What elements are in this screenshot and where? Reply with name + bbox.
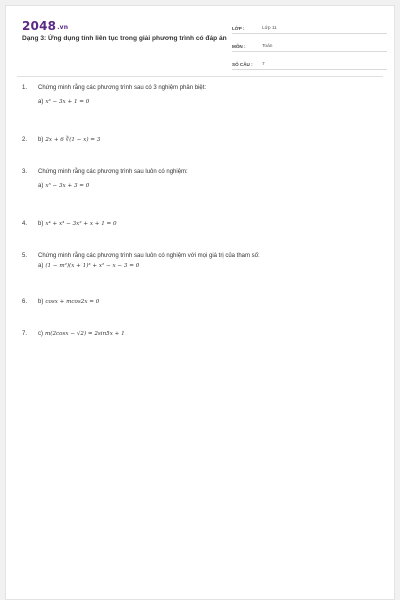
question-body: [38, 84, 378, 106]
meta-label: SỐ CÂU :: [232, 62, 253, 67]
sub-label: a): [38, 263, 44, 269]
question-number: 6.: [22, 299, 28, 305]
equation: cosx + mcos2x = 0: [45, 299, 100, 305]
logo-text: 2048: [22, 19, 57, 33]
metadata-panel: [232, 19, 387, 73]
meta-row-grade: [232, 19, 387, 34]
equation: x⁴ + x³ − 3x² + x + 1 = 0: [45, 221, 117, 227]
question-body: [38, 168, 378, 190]
document-title: Dạng 3: Ứng dụng tính liên tục trong giải phương trình có đáp án: [22, 35, 227, 42]
question-number: 3.: [22, 169, 28, 175]
question-text: Chứng minh rằng các phương trình sau luôn có nghiệm:: [38, 169, 188, 175]
meta-value: Lớp 11: [262, 26, 277, 31]
question-body: [38, 252, 378, 270]
question-text: Chứng minh rằng các phương trình sau luôn có nghiệm với mọi giá trị của tham số:: [38, 253, 260, 259]
question-number: 7.: [22, 331, 28, 337]
sub-label: c): [38, 331, 43, 337]
meta-label: MÔN :: [232, 44, 246, 49]
question-text: Chứng minh rằng các phương trình sau có 3 nghiệm phân biệt:: [38, 85, 207, 91]
question-body: [38, 220, 378, 228]
meta-value: Toán: [262, 44, 273, 49]
question-equation-line: [38, 330, 378, 338]
meta-row-subject: [232, 37, 387, 52]
equation: x³ − 3x + 1 = 0: [45, 99, 90, 105]
logo-tld: .vn: [57, 24, 69, 31]
question-equation-line: [38, 262, 378, 270]
question-equation-line: [38, 182, 378, 190]
sub-label: b): [38, 221, 44, 227]
sub-label: b): [38, 137, 44, 143]
question-equation-line: [38, 136, 378, 144]
question-number: 5.: [22, 253, 28, 259]
question-number: 4.: [22, 221, 28, 227]
worksheet-page: [5, 5, 395, 600]
question-body: [38, 330, 378, 338]
sub-label: b): [38, 299, 44, 305]
equation: 2x + 6 ∛(1 − x) = 3: [45, 137, 101, 143]
equation: x⁵ − 3x + 3 = 0: [45, 183, 90, 189]
meta-row-count: [232, 55, 387, 70]
question-body: [38, 298, 378, 306]
meta-label: LỚP :: [232, 26, 245, 31]
header-divider: [17, 76, 383, 77]
question-body: [38, 136, 378, 144]
sub-label: a): [38, 183, 44, 189]
equation: (1 − m²)(x + 1)³ + x² − x − 3 = 0: [45, 263, 140, 269]
question-number: 2.: [22, 137, 28, 143]
sub-label: a): [38, 99, 44, 105]
question-equation-line: [38, 298, 378, 306]
site-logo[interactable]: [22, 19, 68, 33]
question-number: 1.: [22, 85, 28, 91]
equation: m(2cosx − √2) = 2sin5x + 1: [45, 331, 125, 337]
question-equation-line: [38, 220, 378, 228]
meta-value: 7: [262, 62, 265, 67]
question-equation-line: [38, 98, 378, 106]
